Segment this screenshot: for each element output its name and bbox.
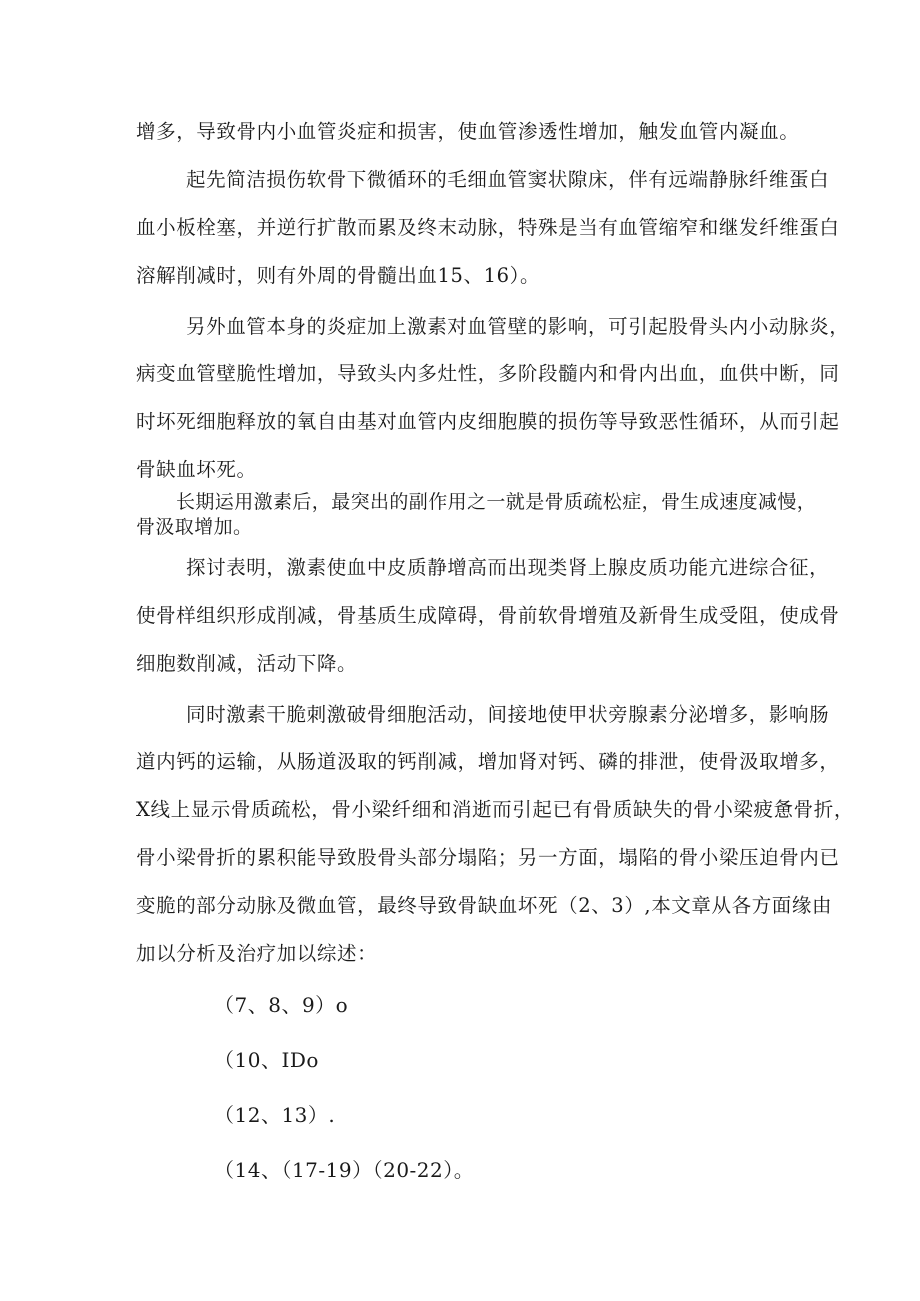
reference-line: （14、（17-19）（20-22）。 — [214, 1158, 475, 1182]
text-line: 起先简洁损伤软骨下微循环的毛细血管窦状隙床，伴有远端静脉纤维蛋白 — [186, 168, 830, 191]
text-line: 骨汲取增加。 — [136, 516, 253, 538]
text-line: 时坏死细胞释放的氧自由基对血管内皮细胞膜的损伤等导致恶性循环，从而引起 — [136, 410, 840, 433]
text-line: 病变血管壁脆性增加，导致头内多灶性，多阶段髓内和骨内出血，血供中断，同 — [136, 362, 840, 385]
text-line: X线上显示骨质疏松，骨小梁纤细和消逝而引起已有骨质缺失的骨小梁疲惫骨折， — [136, 798, 854, 821]
text-line: 细胞数削减，活动下降。 — [136, 652, 358, 675]
text-line: 变脆的部分动脉及微血管，最终导致骨缺血坏死（2、3）,本文章从各方面缘由 — [136, 894, 833, 917]
text-line: 道内钙的运输，从肠道汲取的钙削减，增加肾对钙、磷的排泄，使骨汲取增多， — [136, 750, 840, 773]
text-line: 增多，导致骨内小血管炎症和损害，使血管渗透性增加，触发血管内凝血。 — [136, 120, 800, 143]
text-line: 同时激素干脆刺激破骨细胞活动，间接地使甲状旁腺素分泌增多，影响肠 — [186, 703, 830, 726]
text-line: 溶解削减时，则有外周的骨髓出血15、16）。 — [136, 264, 541, 287]
reference-line: （12、13）. — [214, 1103, 336, 1127]
text-line: 长期运用激素后，最突出的副作用之一就是骨质疏松症，骨生成速度减慢， — [176, 491, 817, 513]
text-line: 使骨样组织形成削减，骨基质生成障碍，骨前软骨增殖及新骨生成受阻，使成骨 — [136, 604, 840, 627]
text-line: 血小板栓塞，并逆行扩散而累及终末动脉，特殊是当有血管缩窄和继发纤维蛋白 — [136, 216, 840, 239]
reference-line: （10、IDo — [214, 1048, 319, 1072]
reference-line: （7、8、9）o — [214, 993, 349, 1017]
text-line: 探讨表明，激素使血中皮质静增高而出现类肾上腺皮质功能亢进综合征， — [186, 556, 830, 579]
text-line: 另外血管本身的炎症加上激素对血管壁的影响，可引起股骨头内小动脉炎， — [186, 315, 850, 338]
text-line: 加以分析及治疗加以综述： — [136, 942, 378, 965]
text-line: 骨缺血坏死。 — [136, 458, 257, 481]
text-line: 骨小梁骨折的累积能导致股骨头部分塌陷；另一方面，塌陷的骨小梁压迫骨内已 — [136, 846, 840, 869]
